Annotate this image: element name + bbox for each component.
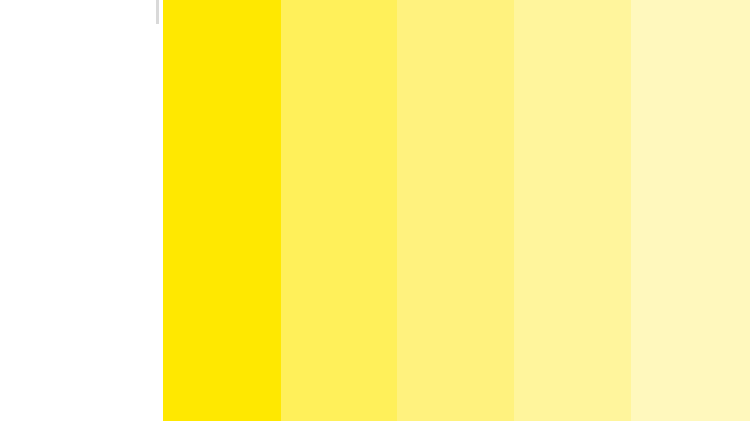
clue-column-1 bbox=[163, 0, 281, 421]
clue-column-2 bbox=[281, 0, 397, 421]
clue-column-5 bbox=[631, 0, 750, 421]
clue-column-4 bbox=[514, 0, 631, 421]
clue-columns bbox=[163, 0, 750, 421]
row-divider-stub bbox=[156, 0, 159, 24]
clue-column-3 bbox=[397, 0, 514, 421]
